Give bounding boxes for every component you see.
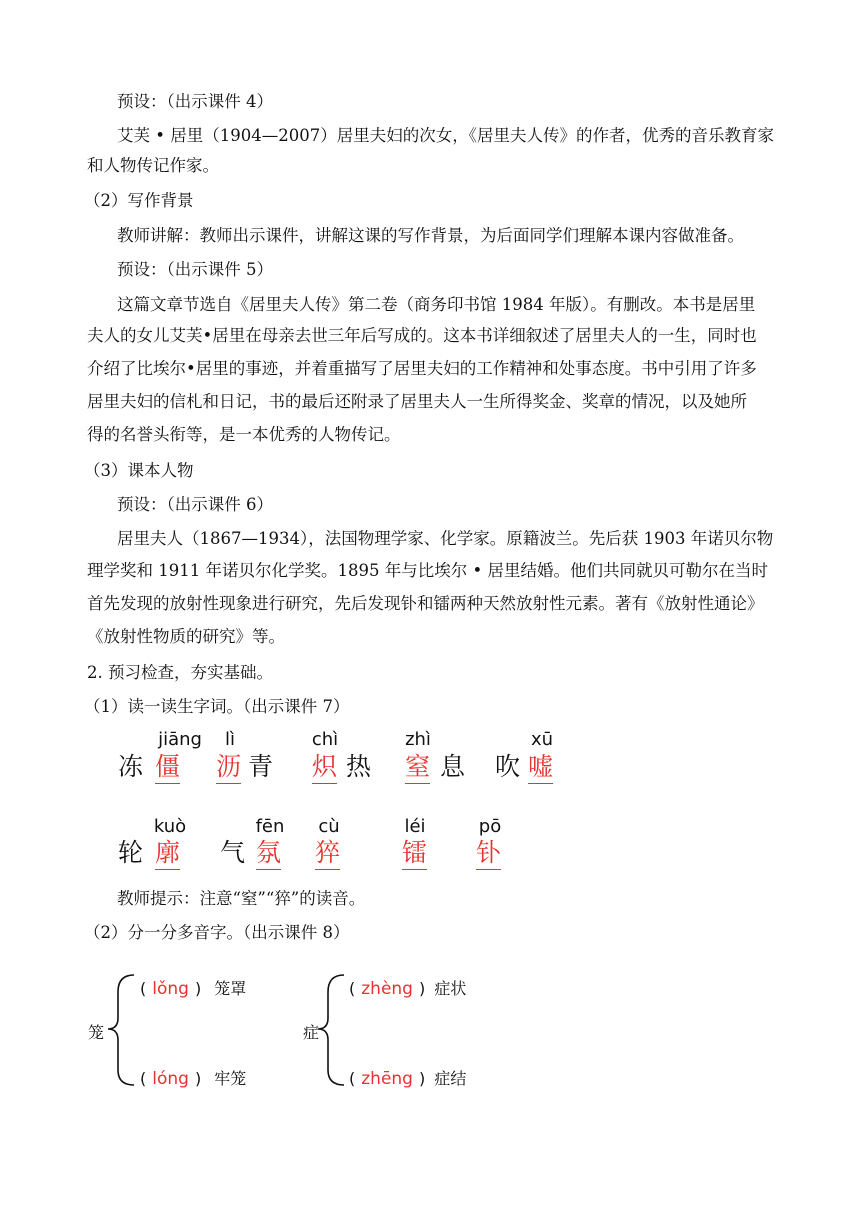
pinyin-xu: xū [530, 729, 554, 750]
word-zhengzhuang: 症状 [434, 979, 467, 998]
polyphone-reading-long-2: ( lóng ) 牢笼 [140, 1069, 247, 1089]
char-lei: 镭 [402, 838, 427, 870]
section-preview-check: 2. 预习检查，夯实基础。 [87, 663, 273, 682]
pinyin-po: pō [478, 816, 502, 837]
char-cu: 猝 [315, 838, 340, 870]
para-marie-1: 居里夫人（1867—1934），法国物理学家、化学家。原籍波兰。先后获 1903 年诺贝尔物 [117, 529, 774, 548]
char-chi: 炽 [312, 752, 337, 784]
heading-characters: （3）课本人物 [84, 461, 194, 480]
subsection-read-words: （1）读一读生字词。（出示课件 7） [84, 697, 350, 716]
pinyin-jiang: jiāng [158, 729, 202, 750]
pinyin-lei: léi [404, 816, 426, 837]
pinyin-zhi: zhì [405, 729, 431, 750]
pinyin-long3: lǒng [152, 979, 189, 999]
char-li: 沥 [216, 752, 241, 784]
para-eve-curie-1: 艾芙 • 居里（1904—2007）居里夫妇的次女，《居里夫人传》的作者，优秀的音乐教育家 [117, 126, 774, 145]
para-book-3: 介绍了比埃尔•居里的事迹，并着重描写了居里夫妇的工作精神和处事态度。书中引用了许多 [87, 359, 757, 378]
pinyin-zheng1: zhēng [361, 1069, 413, 1089]
pinyin-zheng4: zhèng [361, 979, 413, 999]
para-book-4: 居里夫妇的信札和日记，书的最后还附录了居里夫人一生所得奖金、奖章的情况，以及她所 [87, 392, 747, 411]
polyphone-reading-zheng-2: ( zhēng ) 症结 [349, 1069, 467, 1089]
para-book-2: 夫人的女儿艾芙•居里在母亲去世三年后写成的。这本书详细叙述了居里夫人的一生，同时也 [87, 326, 757, 345]
pinyin-kuo: kuò [153, 816, 187, 837]
char-xu: 嘘 [528, 752, 553, 784]
pinyin-fen: fēn [255, 816, 285, 837]
char-po: 钋 [476, 838, 501, 870]
para-marie-4: 《放射性物质的研究》等。 [87, 627, 285, 646]
char-zhi: 窒 [405, 752, 430, 784]
para-marie-3: 首先发现的放射性现象进行研究，先后发现钋和镭两种天然放射性元素。著有《放射性通论》 [87, 594, 764, 613]
char-chui: 吹 [495, 752, 521, 781]
pinyin-cu: cù [318, 816, 340, 837]
polyphone-reading-zheng-1: ( zhèng ) 症状 [349, 979, 467, 999]
heading-writing-background: （2）写作背景 [84, 191, 194, 210]
polyphone-char-long: 笼 [88, 1023, 105, 1042]
teacher-tip: 教师提示：注意“窒”“猝”的读音。 [117, 889, 366, 908]
char-fen: 氛 [256, 838, 281, 870]
char-jiang: 僵 [155, 752, 180, 784]
brace-long-icon [108, 975, 134, 1085]
word-zhengjie: 症结 [434, 1069, 467, 1088]
para-preset-4: 预设：（出示课件 4） [117, 92, 273, 111]
para-preset-5: 预设：（出示课件 5） [117, 260, 273, 279]
char-qi: 气 [220, 838, 246, 867]
polyphone-reading-long-1: ( lǒng ) 笼罩 [140, 979, 247, 999]
para-book-5: 得的名誉头衔等，是一本优秀的人物传记。 [87, 425, 401, 444]
polyphone-char-zheng: 症 [303, 1023, 320, 1042]
para-eve-curie-2: 和人物传记作家。 [87, 156, 219, 175]
char-lun: 轮 [118, 838, 144, 867]
pinyin-long2: lóng [152, 1069, 189, 1089]
para-teacher-explain: 教师讲解：教师出示课件，讲解这课的写作背景，为后面同学们理解本课内容做准备。 [117, 226, 744, 245]
brace-zheng-icon [318, 975, 344, 1085]
char-qing: 青 [248, 752, 274, 781]
char-dong: 冻 [118, 752, 144, 781]
para-preset-6: 预设：（出示课件 6） [117, 495, 273, 514]
char-kuo: 廓 [155, 838, 180, 870]
para-marie-2: 理学奖和 1911 年诺贝尔化学奖。1895 年与比埃尔 • 居里结婚。他们共同就贝可勒尔在当时 [87, 561, 768, 580]
word-longzhao: 笼罩 [214, 979, 247, 998]
char-xi: 息 [440, 752, 466, 781]
char-re: 热 [346, 752, 372, 781]
para-book-1: 这篇文章节选自《居里夫人传》第二卷（商务印书馆 1984 年版）。有删改。本书是居里 [117, 295, 756, 314]
pinyin-li: lì [224, 729, 235, 750]
word-laolong: 牢笼 [214, 1069, 247, 1088]
subsection-polyphones: （2）分一分多音字。（出示课件 8） [84, 923, 350, 942]
pinyin-chi: chì [311, 729, 339, 750]
